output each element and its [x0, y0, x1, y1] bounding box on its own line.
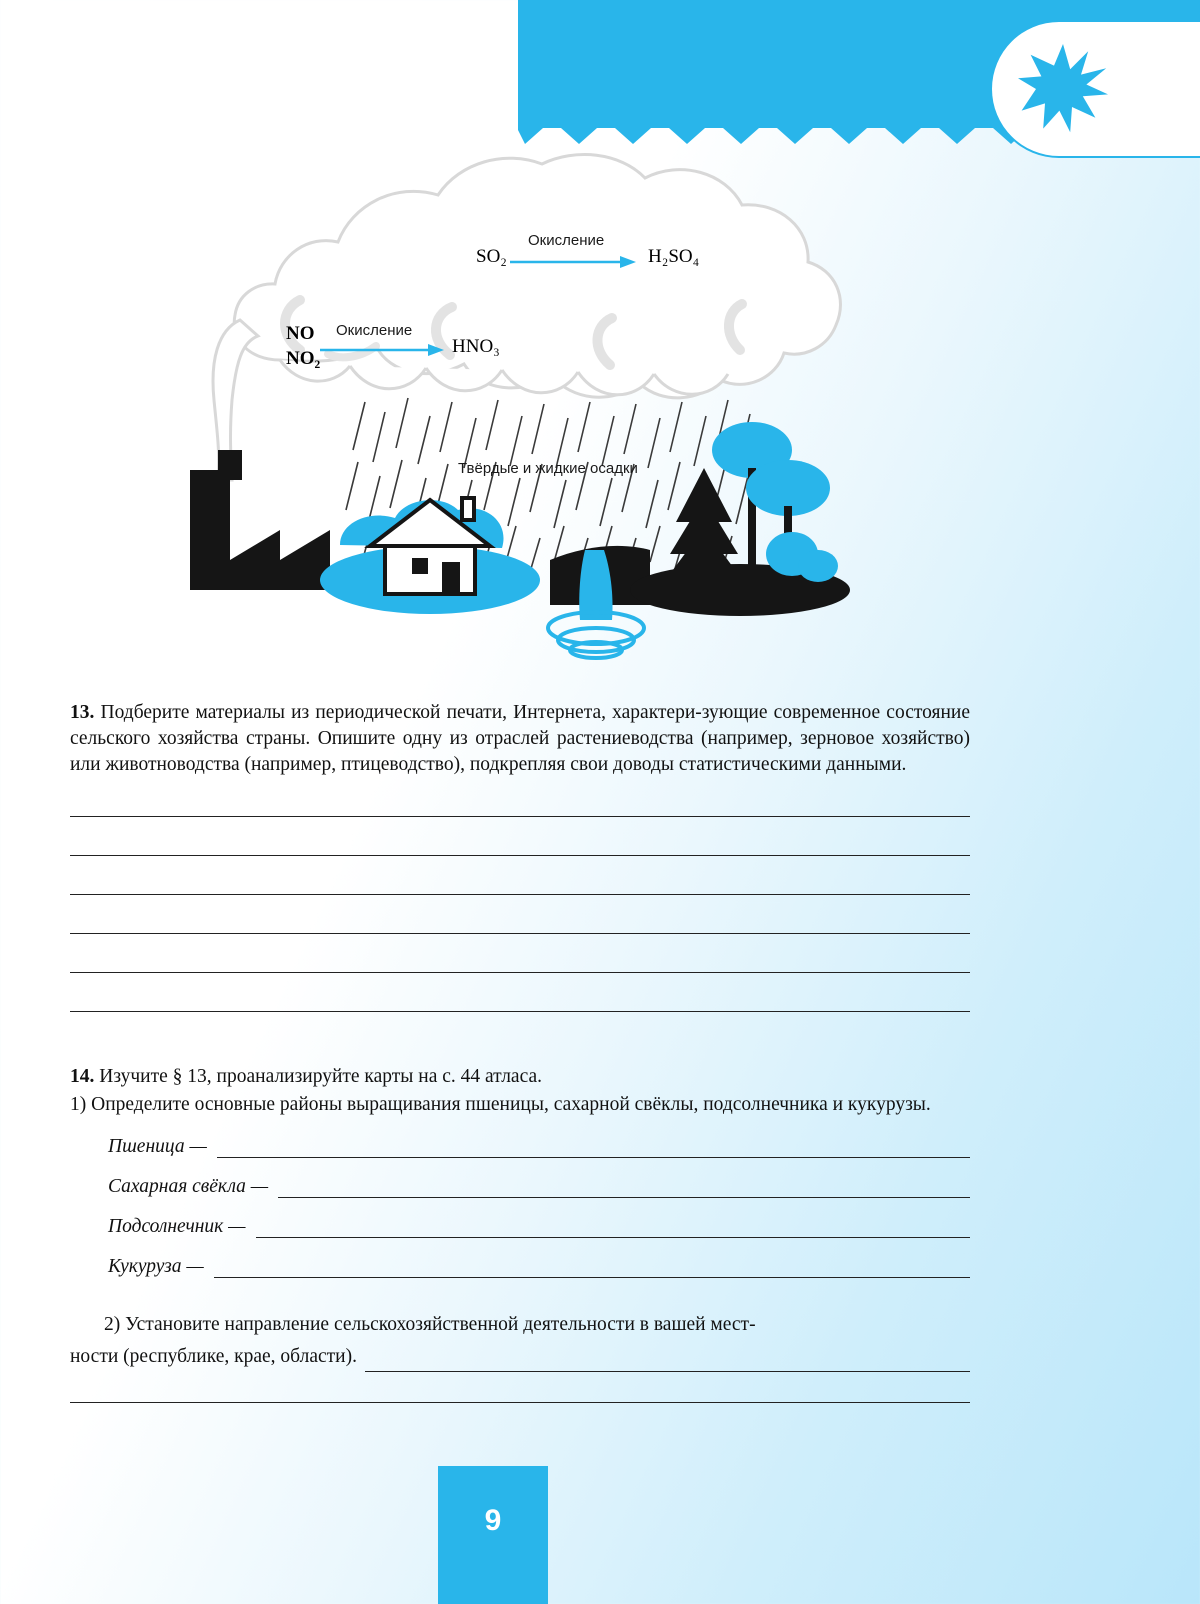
label-oxidation-top: Окисление — [528, 232, 605, 249]
answer-line[interactable] — [70, 894, 970, 895]
trees-icon — [630, 422, 850, 616]
task-13-answer-area[interactable] — [70, 816, 970, 1012]
label-oxidation-bottom: Окисление — [336, 322, 413, 339]
task-14-sub1-number: 1) — [70, 1094, 87, 1115]
list-item[interactable] — [70, 1256, 970, 1278]
task-13-number: 13. — [70, 702, 95, 723]
task-14-sub2-text-cont: ности (республике, крае, области). — [70, 1346, 357, 1367]
task-14-sub2-number: 2) — [104, 1314, 121, 1335]
flooded-house-icon — [320, 498, 540, 614]
precipitation-caption: Твёрдые и жидкие осадки — [458, 460, 638, 477]
worksheet-content — [70, 700, 970, 1403]
answer-line[interactable] — [70, 855, 970, 856]
formula-h2so4: H₂SO₄ — [648, 246, 700, 267]
task-14-heading — [70, 1064, 970, 1090]
task-14-sub2-line1 — [70, 1312, 970, 1338]
answer-line[interactable] — [70, 933, 970, 934]
task-14-sub1 — [70, 1092, 970, 1118]
task-14-sub1-text: Определите основные районы выращивания пшеницы, сахарной свёклы, подсолнечника и кукурузы. — [91, 1094, 931, 1115]
task-14 — [70, 1064, 970, 1403]
task-14-text: Изучите § 13, проанализируйте карты на с. 44 атласа. — [99, 1066, 542, 1087]
acid-rain-illustration — [180, 150, 880, 670]
task-14-sub2-text: Установите направление сельскохозяйственной деятельности в вашей мест- — [125, 1314, 756, 1335]
answer-line[interactable] — [256, 1221, 970, 1238]
task-13 — [70, 700, 970, 778]
answer-line[interactable] — [70, 816, 970, 817]
list-item[interactable] — [70, 1176, 970, 1198]
task-14-number: 14. — [70, 1066, 95, 1087]
answer-line[interactable] — [278, 1181, 970, 1198]
crop-label-sunflower: Подсолнечник — — [108, 1216, 246, 1237]
formula-no2: NO₂ — [286, 348, 321, 369]
formula-so2: SO₂ — [476, 246, 507, 267]
task-13-text: Подберите материалы из периодической печати, Интернета, характери-зующие современное состояние сельского хозяйства страны. Опишите одну из отраслей растениеводства (например, зерновое хозяйство) или животноводства (например, птицеводство), подкрепляя свои доводы статистическими данными. — [70, 702, 970, 775]
answer-line[interactable] — [70, 972, 970, 973]
answer-line[interactable] — [70, 1011, 970, 1012]
star-icon — [1018, 44, 1108, 134]
factory-icon — [190, 450, 330, 590]
answer-line[interactable] — [70, 1402, 970, 1403]
formula-no: NO — [286, 323, 315, 344]
task-14-sub2-line2[interactable] — [70, 1342, 970, 1372]
crop-label-wheat: Пшеница — — [108, 1136, 207, 1157]
list-item[interactable] — [70, 1216, 970, 1238]
answer-line[interactable] — [217, 1141, 970, 1158]
list-item[interactable] — [70, 1136, 970, 1158]
answer-line[interactable] — [214, 1261, 970, 1278]
waterfall-icon — [548, 546, 650, 658]
page-number: 9 — [438, 1466, 548, 1604]
formula-hno3: HNO₃ — [452, 336, 500, 357]
crop-label-sugar-beet: Сахарная свёкла — — [108, 1176, 269, 1197]
answer-line[interactable] — [365, 1349, 970, 1372]
crop-label-maize: Кукуруза — — [108, 1256, 204, 1277]
